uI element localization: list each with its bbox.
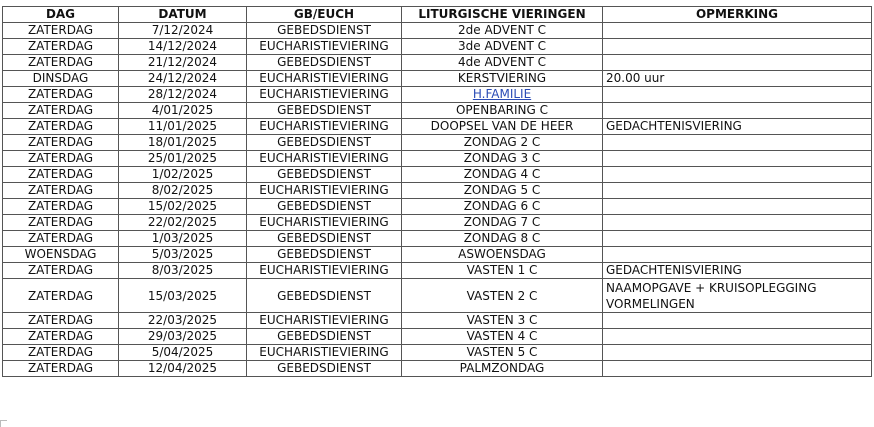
cell-dag — [3, 135, 119, 151]
cell-viering — [402, 103, 603, 119]
cell-dag — [3, 55, 119, 71]
cell-dag — [3, 23, 119, 39]
table-row — [3, 329, 872, 345]
cell-dag — [3, 263, 119, 279]
cell-dag-text: ZATERDAG — [27, 119, 94, 133]
cell-viering-text: ZONDAG 3 C — [463, 151, 541, 165]
cell-dag-text: ZATERDAG — [27, 215, 94, 229]
cell-dag-text: ZATERDAG — [27, 199, 94, 213]
table-row — [3, 313, 872, 329]
cell-viering-text: 2de ADVENT C — [458, 23, 546, 37]
table-row — [3, 183, 872, 199]
cell-datum — [119, 151, 247, 167]
cell-viering-text: ZONDAG 8 C — [463, 231, 541, 245]
cell-gb-euch-text: GEBEDSDIENST — [277, 23, 371, 37]
cell-viering — [402, 183, 603, 199]
cell-gb-euch-text: EUCHARISTIEVIERING — [259, 71, 389, 85]
cell-datum — [119, 329, 247, 345]
cell-gb-euch-text: EUCHARISTIEVIERING — [259, 119, 389, 133]
cell-dag-text: ZATERDAG — [27, 23, 94, 37]
table-row — [3, 71, 872, 87]
cell-gb-euch-text: EUCHARISTIEVIERING — [259, 87, 389, 101]
cell-datum-text: 24/12/2024 — [147, 71, 218, 85]
cell-dag-text: ZATERDAG — [27, 151, 94, 165]
table-row — [3, 87, 872, 103]
cell-viering-text: ZONDAG 7 C — [463, 215, 541, 229]
cell-dag-text: ZATERDAG — [27, 231, 94, 245]
cell-viering — [402, 329, 603, 345]
cell-viering-text: KERSTVIERING — [457, 71, 547, 85]
header-datum: DATUM — [119, 7, 247, 23]
cell-gb-euch — [247, 361, 402, 377]
cell-opmerking — [603, 103, 872, 119]
cell-viering — [402, 71, 603, 87]
cell-datum — [119, 119, 247, 135]
cell-opmerking — [603, 55, 872, 71]
cell-viering — [402, 199, 603, 215]
cell-gb-euch — [247, 199, 402, 215]
cell-datum-text: 22/02/2025 — [147, 215, 218, 229]
cell-gb-euch-text: GEBEDSDIENST — [277, 288, 371, 303]
cell-datum — [119, 313, 247, 329]
cell-datum-text: 1/03/2025 — [151, 231, 214, 245]
cell-viering-text: VASTEN 2 C — [466, 288, 538, 303]
table-row — [3, 39, 872, 55]
cell-gb-euch — [247, 135, 402, 151]
cell-gb-euch — [247, 231, 402, 247]
table-row — [3, 199, 872, 215]
cell-opmerking — [603, 247, 872, 263]
cell-gb-euch-text: EUCHARISTIEVIERING — [259, 313, 389, 327]
cell-dag — [3, 361, 119, 377]
cell-datum — [119, 71, 247, 87]
cell-gb-euch — [247, 247, 402, 263]
cell-opmerking — [603, 329, 872, 345]
cell-datum-text: 5/04/2025 — [151, 345, 214, 359]
cell-gb-euch — [247, 329, 402, 345]
hfamilie-link[interactable]: H.FAMILIE — [472, 87, 532, 101]
cell-datum — [119, 263, 247, 279]
schedule-table — [2, 6, 872, 377]
cell-gb-euch — [247, 167, 402, 183]
cell-opmerking — [603, 279, 872, 313]
cell-dag — [3, 345, 119, 361]
cell-dag — [3, 313, 119, 329]
cell-viering — [402, 23, 603, 39]
header-gb-euch: GB/EUCH — [247, 7, 402, 23]
cell-viering — [402, 151, 603, 167]
page-corner-mark — [0, 420, 7, 427]
cell-datum-text: 8/03/2025 — [151, 263, 214, 277]
cell-gb-euch-text: GEBEDSDIENST — [277, 199, 371, 213]
cell-viering — [402, 215, 603, 231]
cell-dag-text: ZATERDAG — [27, 103, 94, 117]
cell-viering — [402, 345, 603, 361]
cell-gb-euch — [247, 119, 402, 135]
table-row — [3, 247, 872, 263]
cell-gb-euch-text: EUCHARISTIEVIERING — [259, 183, 389, 197]
cell-viering — [402, 55, 603, 71]
header-dag: DAG — [3, 7, 119, 23]
cell-gb-euch — [247, 215, 402, 231]
cell-gb-euch — [247, 279, 402, 313]
cell-opmerking — [603, 167, 872, 183]
cell-opmerking — [603, 263, 872, 279]
cell-dag — [3, 183, 119, 199]
cell-viering — [402, 231, 603, 247]
cell-viering-text: VASTEN 4 C — [466, 329, 538, 343]
cell-viering-text: 4de ADVENT C — [458, 55, 546, 69]
cell-datum-text: 12/04/2025 — [147, 361, 218, 375]
cell-dag-text: WOENSDAG — [24, 247, 97, 261]
cell-viering — [402, 361, 603, 377]
cell-datum-text: 28/12/2024 — [147, 87, 218, 101]
cell-dag-text: ZATERDAG — [27, 263, 94, 277]
cell-datum-text: 22/03/2025 — [147, 313, 218, 327]
cell-dag-text: ZATERDAG — [27, 329, 94, 343]
cell-gb-euch-text: EUCHARISTIEVIERING — [259, 151, 389, 165]
table-body — [3, 23, 872, 377]
cell-dag — [3, 103, 119, 119]
cell-viering — [402, 247, 603, 263]
cell-dag-text: ZATERDAG — [27, 288, 94, 303]
table-row — [3, 279, 872, 313]
table-row — [3, 55, 872, 71]
header-liturgische-vieringen: LITURGISCHE VIERINGEN — [402, 7, 603, 23]
cell-dag — [3, 87, 119, 103]
cell-dag — [3, 119, 119, 135]
cell-gb-euch-text: EUCHARISTIEVIERING — [259, 263, 389, 277]
cell-dag — [3, 39, 119, 55]
cell-dag — [3, 215, 119, 231]
cell-datum-text: 7/12/2024 — [151, 23, 214, 37]
cell-gb-euch-text: GEBEDSDIENST — [277, 55, 371, 69]
cell-gb-euch — [247, 151, 402, 167]
cell-gb-euch-text: GEBEDSDIENST — [277, 135, 371, 149]
cell-datum — [119, 135, 247, 151]
cell-viering-text: ASWOENSDAG — [458, 247, 546, 261]
table-row — [3, 23, 872, 39]
cell-opmerking — [603, 23, 872, 39]
cell-opmerking — [603, 119, 872, 135]
cell-dag-text: ZATERDAG — [27, 87, 94, 101]
cell-datum-text: 4/01/2025 — [151, 103, 214, 117]
cell-dag-text: ZATERDAG — [27, 55, 94, 69]
cell-datum-text: 5/03/2025 — [151, 247, 214, 261]
cell-gb-euch — [247, 23, 402, 39]
cell-viering-text: PALMZONDAG — [459, 361, 545, 375]
table-row — [3, 231, 872, 247]
cell-datum-text: 29/03/2025 — [147, 329, 218, 343]
cell-datum — [119, 215, 247, 231]
table-row — [3, 215, 872, 231]
cell-opmerking — [603, 231, 872, 247]
cell-gb-euch — [247, 345, 402, 361]
cell-opmerking — [603, 215, 872, 231]
cell-dag — [3, 71, 119, 87]
cell-datum — [119, 87, 247, 103]
cell-viering — [402, 167, 603, 183]
cell-gb-euch-text: GEBEDSDIENST — [277, 247, 371, 261]
cell-dag — [3, 247, 119, 263]
cell-datum — [119, 361, 247, 377]
cell-dag — [3, 199, 119, 215]
table-row — [3, 167, 872, 183]
header-row — [3, 7, 872, 23]
cell-opmerking-text: NAAMOPGAVE + KRUISOPLEGGING VORMELINGEN — [606, 280, 817, 311]
cell-viering-text: DOOPSEL VAN DE HEER — [430, 119, 574, 133]
cell-gb-euch-text: GEBEDSDIENST — [277, 361, 371, 375]
header-opmerking: OPMERKING — [603, 7, 872, 23]
cell-dag-text: ZATERDAG — [27, 183, 94, 197]
cell-viering-text: ZONDAG 4 C — [463, 167, 541, 181]
cell-dag-text: ZATERDAG — [27, 135, 94, 149]
cell-dag-text: ZATERDAG — [27, 361, 94, 375]
cell-opmerking — [603, 87, 872, 103]
cell-datum — [119, 183, 247, 199]
cell-dag — [3, 167, 119, 183]
cell-gb-euch-text: EUCHARISTIEVIERING — [259, 215, 389, 229]
cell-dag-text: ZATERDAG — [27, 345, 94, 359]
cell-datum — [119, 199, 247, 215]
cell-datum — [119, 55, 247, 71]
cell-viering-text: VASTEN 3 C — [466, 313, 538, 327]
cell-gb-euch — [247, 313, 402, 329]
cell-gb-euch-text: EUCHARISTIEVIERING — [259, 345, 389, 359]
cell-opmerking — [603, 199, 872, 215]
cell-dag-text: ZATERDAG — [27, 313, 94, 327]
cell-datum-text: 18/01/2025 — [147, 135, 218, 149]
table-row — [3, 263, 872, 279]
cell-gb-euch — [247, 87, 402, 103]
cell-viering-text: ZONDAG 5 C — [463, 183, 541, 197]
cell-gb-euch — [247, 39, 402, 55]
cell-opmerking-text: 20.00 uur — [606, 71, 665, 85]
cell-viering — [402, 119, 603, 135]
cell-datum — [119, 23, 247, 39]
cell-opmerking-text: GEDACHTENISVIERING — [606, 119, 742, 133]
cell-datum — [119, 103, 247, 119]
cell-gb-euch — [247, 103, 402, 119]
cell-viering — [402, 87, 603, 103]
cell-viering — [402, 313, 603, 329]
table-row — [3, 103, 872, 119]
cell-dag-text: DINSDAG — [32, 71, 89, 85]
cell-gb-euch — [247, 71, 402, 87]
cell-gb-euch-text: GEBEDSDIENST — [277, 329, 371, 343]
cell-opmerking — [603, 39, 872, 55]
cell-gb-euch-text: GEBEDSDIENST — [277, 167, 371, 181]
table-row — [3, 345, 872, 361]
cell-dag — [3, 329, 119, 345]
cell-datum — [119, 247, 247, 263]
cell-viering-text: 3de ADVENT C — [458, 39, 546, 53]
cell-opmerking — [603, 361, 872, 377]
cell-datum-text: 15/03/2025 — [147, 288, 218, 303]
cell-opmerking-text: GEDACHTENISVIERING — [606, 263, 742, 277]
cell-gb-euch — [247, 263, 402, 279]
cell-datum — [119, 345, 247, 361]
cell-opmerking — [603, 313, 872, 329]
cell-opmerking — [603, 71, 872, 87]
table-row — [3, 135, 872, 151]
cell-viering-text: VASTEN 1 C — [466, 263, 538, 277]
cell-datum — [119, 39, 247, 55]
cell-datum — [119, 279, 247, 313]
cell-viering-text: VASTEN 5 C — [466, 345, 538, 359]
cell-datum-text: 15/02/2025 — [147, 199, 218, 213]
cell-dag — [3, 279, 119, 313]
cell-dag-text: ZATERDAG — [27, 39, 94, 53]
cell-viering — [402, 39, 603, 55]
table-header — [3, 7, 872, 23]
cell-opmerking — [603, 345, 872, 361]
cell-dag — [3, 231, 119, 247]
cell-viering — [402, 263, 603, 279]
cell-datum-text: 1/02/2025 — [151, 167, 214, 181]
cell-datum — [119, 167, 247, 183]
cell-datum-text: 14/12/2024 — [147, 39, 218, 53]
table-row — [3, 361, 872, 377]
cell-opmerking — [603, 151, 872, 167]
cell-viering-text: ZONDAG 6 C — [463, 199, 541, 213]
cell-viering-text: OPENBARING C — [455, 103, 549, 117]
table-row — [3, 151, 872, 167]
cell-datum-text: 8/02/2025 — [151, 183, 214, 197]
cell-viering — [402, 279, 603, 313]
cell-gb-euch-text: GEBEDSDIENST — [277, 103, 371, 117]
cell-datum-text: 21/12/2024 — [147, 55, 218, 69]
cell-gb-euch — [247, 55, 402, 71]
cell-viering-text: ZONDAG 2 C — [463, 135, 541, 149]
cell-datum-text: 11/01/2025 — [147, 119, 218, 133]
cell-opmerking — [603, 183, 872, 199]
cell-gb-euch-text: EUCHARISTIEVIERING — [259, 39, 389, 53]
cell-datum-text: 25/01/2025 — [147, 151, 218, 165]
cell-dag-text: ZATERDAG — [27, 167, 94, 181]
cell-gb-euch-text: GEBEDSDIENST — [277, 231, 371, 245]
cell-viering — [402, 135, 603, 151]
cell-dag — [3, 151, 119, 167]
cell-opmerking — [603, 135, 872, 151]
cell-datum — [119, 231, 247, 247]
cell-gb-euch — [247, 183, 402, 199]
table-row — [3, 119, 872, 135]
